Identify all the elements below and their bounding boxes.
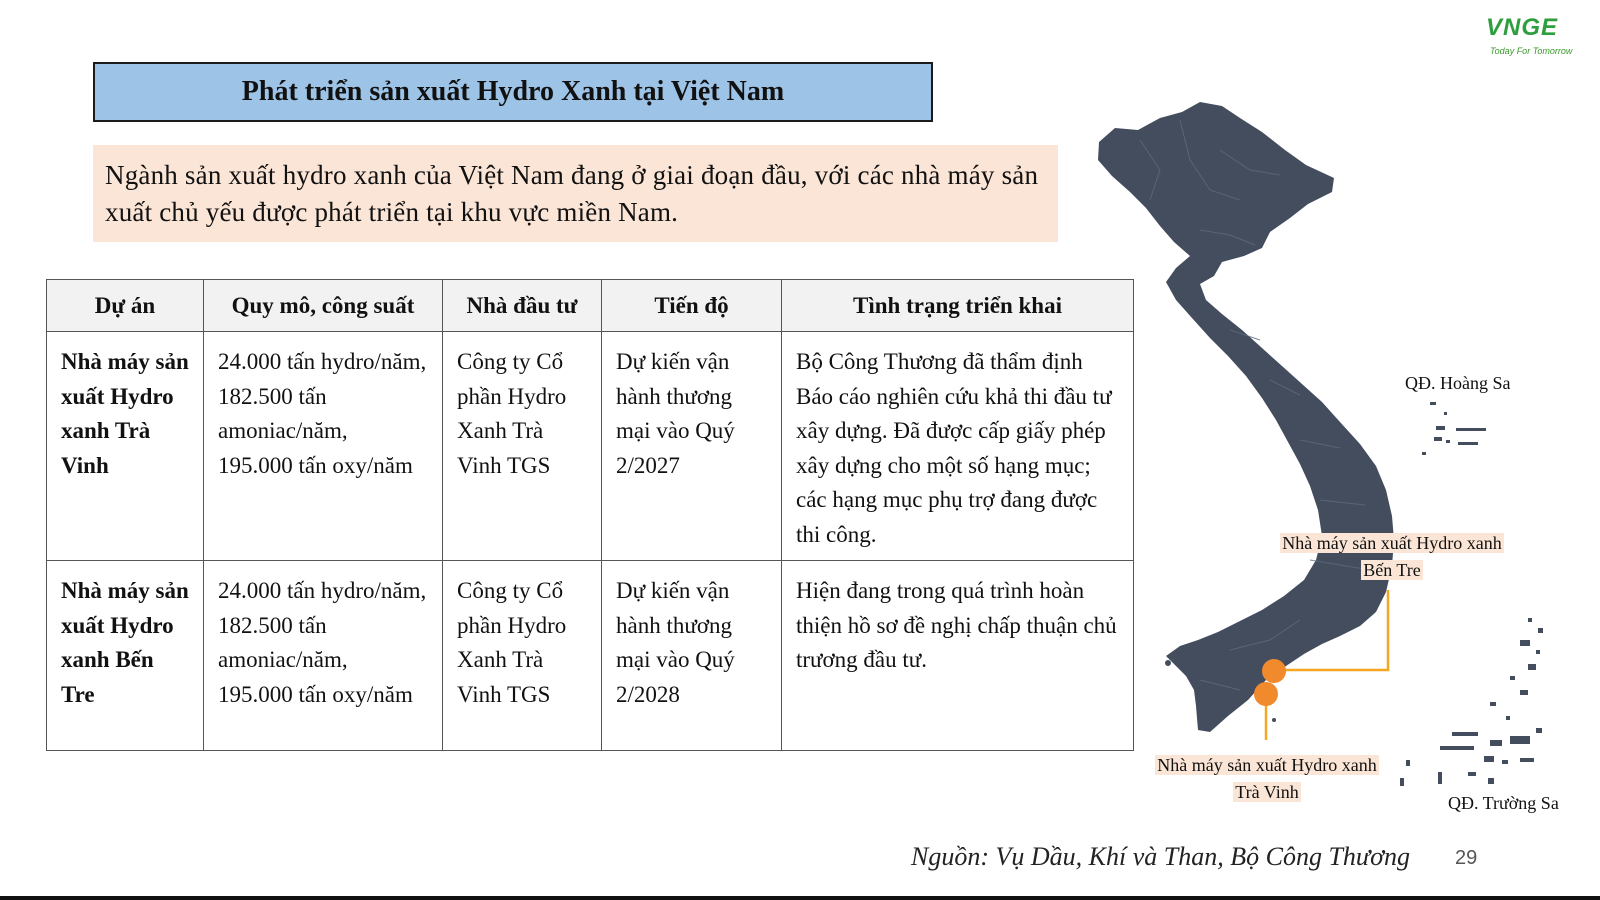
- bottom-border: [0, 896, 1600, 900]
- truong-sa-label: QĐ. Trường Sa: [1448, 793, 1559, 813]
- source-note: Nguồn: Vụ Dầu, Khí và Than, Bộ Công Thương: [911, 842, 1410, 871]
- cell-status: Bộ Công Thương đã thẩm định Báo cáo nghiên cứu khả thi đầu tư xây dựng. Đã được cấp giấy phép xây dựng cho một số hạng mục; các hạng mục phụ trợ đang được thi công.: [782, 332, 1134, 561]
- island-dot: [1272, 718, 1276, 722]
- header-status: Tình trạng triển khai: [782, 280, 1134, 332]
- ben-tre-marker: [1262, 659, 1286, 683]
- logo-tagline: Today For Tomorrow: [1490, 46, 1573, 56]
- cell-investor: Công ty Cổ phần Hydro Xanh Trà Vinh TGS: [443, 332, 602, 561]
- hoang-sa-label: QĐ. Hoàng Sa: [1405, 373, 1511, 393]
- cell-capacity: 24.000 tấn hydro/năm, 182.500 tấn amoniac/năm, 195.000 tấn oxy/năm: [204, 332, 443, 561]
- page-number: 29: [1455, 847, 1478, 869]
- ben-tre-label-line1: Nhà máy sản xuất Hydro xanh: [1282, 533, 1502, 553]
- header-schedule: Tiến độ: [602, 280, 782, 332]
- hoang-sa-islands: [1422, 402, 1486, 455]
- header-project: Dự án: [47, 280, 204, 332]
- intro-paragraph: Ngành sản xuất hydro xanh của Việt Nam đang ở giai đoạn đầu, với các nhà máy sản xuất chủ yếu được phát triển tại khu vực miền Nam.: [93, 145, 1058, 242]
- mainland-shape: [1098, 102, 1394, 732]
- tra-vinh-plant-label: [1131, 752, 1403, 806]
- island-dot: [1165, 660, 1171, 666]
- logo-mark: VNGE: [1486, 14, 1559, 41]
- cell-investor: Công ty Cổ phần Hydro Xanh Trà Vinh TGS: [443, 561, 602, 751]
- cell-capacity: 24.000 tấn hydro/năm, 182.500 tấn amoniac/năm, 195.000 tấn oxy/năm: [204, 561, 443, 751]
- cell-project: Nhà máy sản xuất Hydro xanh Bến Tre: [47, 561, 204, 751]
- tra-vinh-label-line1: Nhà máy sản xuất Hydro xanh: [1157, 755, 1377, 775]
- tra-vinh-marker: [1254, 682, 1278, 706]
- ben-tre-label-line2: Bến Tre: [1363, 560, 1421, 580]
- cell-status: Hiện đang trong quá trình hoàn thiện hồ sơ đề nghị chấp thuận chủ trương đầu tư.: [782, 561, 1134, 751]
- slide-title: Phát triển sản xuất Hydro Xanh tại Việt Nam: [93, 62, 933, 122]
- ben-tre-plant-label: [1256, 530, 1528, 584]
- header-capacity: Quy mô, công suất: [204, 280, 443, 332]
- header-investor: Nhà đầu tư: [443, 280, 602, 332]
- cell-schedule: Dự kiến vận hành thương mại vào Quý 2/2028: [602, 561, 782, 751]
- tra-vinh-label-line2: Trà Vinh: [1235, 782, 1299, 802]
- truong-sa-islands: [1400, 618, 1543, 786]
- cell-schedule: Dự kiến vận hành thương mại vào Quý 2/2027: [602, 332, 782, 561]
- cell-project: Nhà máy sản xuất Hydro xanh Trà Vinh: [47, 332, 204, 561]
